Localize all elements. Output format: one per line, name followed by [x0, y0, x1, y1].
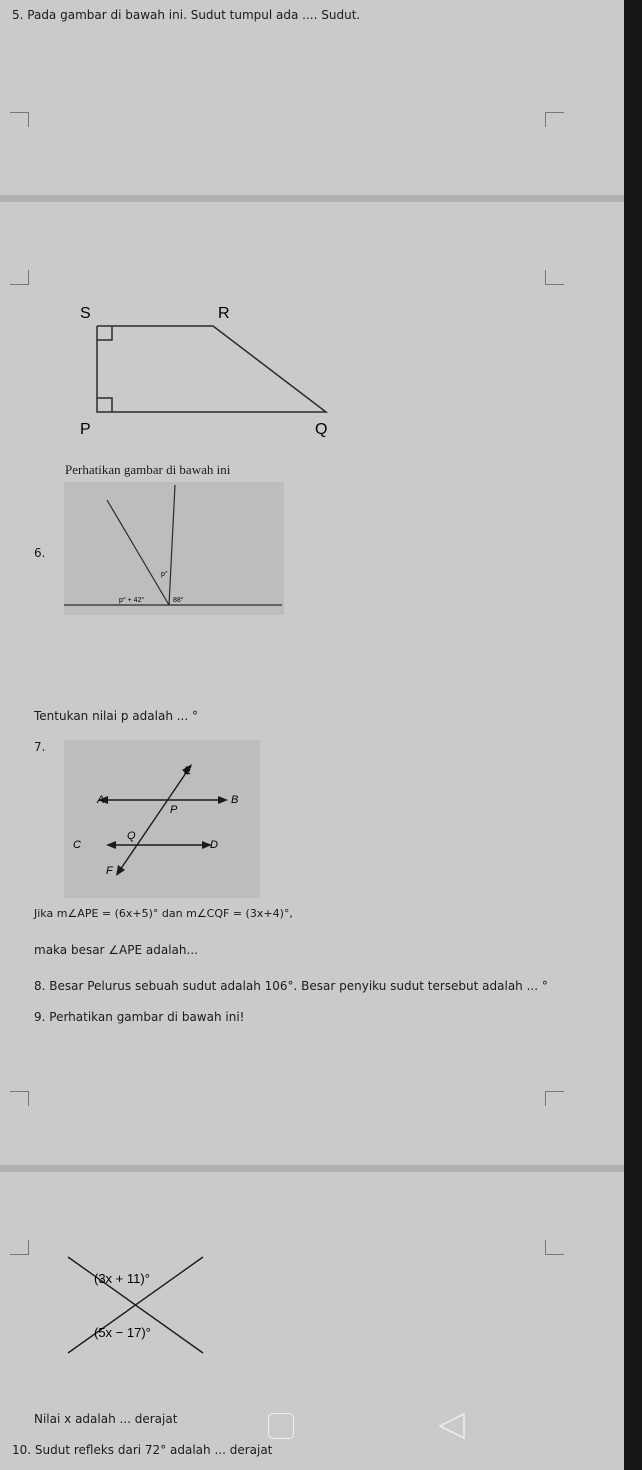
label-top-angle: (3x + 11)° [94, 1271, 150, 1286]
q7-given: Jika m∠APE = (6x+5)° dan m∠CQF = (3x+4)°, [34, 907, 293, 920]
q6-angles-figure [62, 480, 287, 620]
label-e: E [184, 765, 192, 777]
home-button-icon[interactable] [268, 1413, 294, 1439]
label-p-plus-42: p° + 42° [119, 597, 145, 604]
document-page-1 [0, 0, 624, 195]
right-angle-mark [97, 398, 112, 412]
page-separator [0, 195, 624, 202]
label-p: P [80, 421, 91, 438]
crop-mark [545, 112, 564, 127]
q9-vertical-angles-figure [60, 1256, 210, 1356]
question-7-number: 7. [34, 740, 46, 754]
q6-prompt: Tentukan nilai p adalah ... ° [34, 709, 198, 723]
question-6-number: 6. [34, 546, 46, 560]
q9-prompt: Nilai x adalah ... derajat [34, 1412, 178, 1426]
q7-parallel-lines-figure [64, 740, 260, 898]
question-10-text: 10. Sudut refleks dari 72° adalah ... derajat [12, 1443, 273, 1457]
label-bottom-angle: (5x − 17)° [94, 1325, 151, 1340]
q7-ask: maka besar ∠APE adalah... [34, 943, 198, 957]
q5-trapezoid-figure [70, 298, 340, 438]
right-angle-mark [97, 326, 112, 340]
label-a: A [97, 794, 105, 806]
question-8-text: 8. Besar Pelurus sebuah sudut adalah 106°. Besar penyiku sudut tersebut adalah ... ° [34, 979, 548, 993]
label-p-angle: p° [161, 571, 168, 578]
crop-mark [545, 1091, 564, 1106]
question-5-text: 5. Pada gambar di bawah ini. Sudut tumpul ada .... Sudut. [12, 8, 361, 22]
screen-edge [624, 0, 642, 1470]
label-88: 88° [173, 597, 184, 604]
crop-mark [10, 1091, 29, 1106]
label-q: Q [127, 830, 136, 842]
label-f: F [106, 865, 113, 877]
crop-mark [10, 270, 29, 285]
question-9-text: 9. Perhatikan gambar di bawah ini! [34, 1010, 245, 1024]
label-p: P [170, 804, 178, 816]
page-separator [0, 1165, 624, 1172]
label-b: B [231, 794, 239, 806]
back-button-icon[interactable] [436, 1412, 468, 1440]
crop-mark [545, 1240, 564, 1255]
label-r: R [218, 305, 230, 322]
label-c: C [73, 839, 81, 851]
label-s: S [80, 305, 91, 322]
label-q: Q [315, 421, 328, 438]
crop-mark [10, 1240, 29, 1255]
q6-figure-title: Perhatikan gambar di bawah ini [65, 462, 231, 477]
crop-mark [10, 112, 29, 127]
label-d: D [210, 839, 218, 851]
crop-mark [545, 270, 564, 285]
